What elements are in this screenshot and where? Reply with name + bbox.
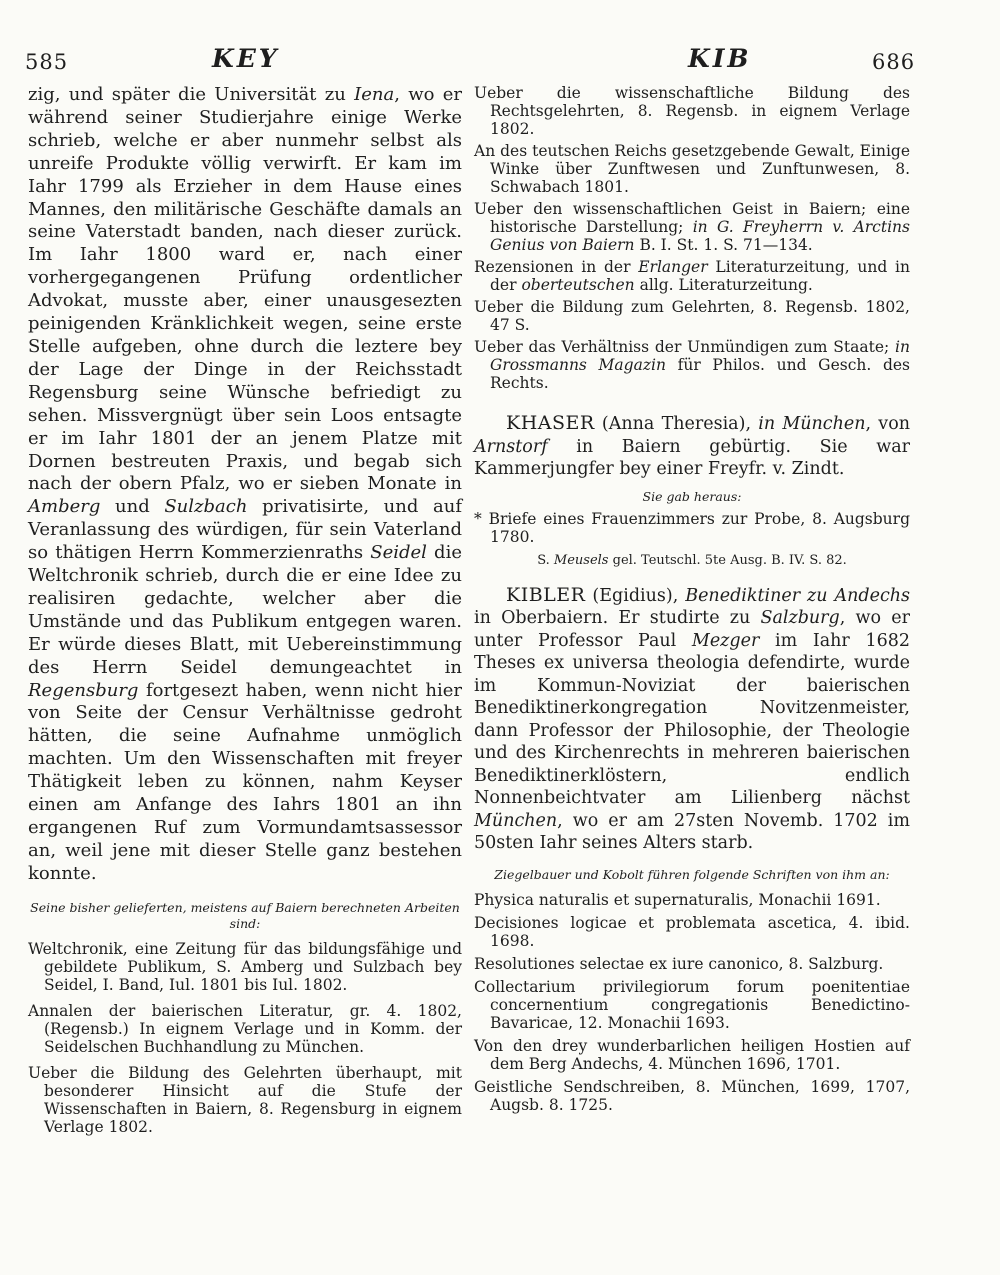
italic-text-run: Amberg	[28, 496, 101, 518]
italic-text-run: Benediktiner zu Andechs	[685, 585, 910, 606]
text-run: allg. Literaturzeitung.	[634, 276, 813, 294]
text-run: Ueber die wissenschaftliche Bildung des Rechtsgelehrten, 8. Regensb. in eignem Verlage 1802.	[474, 84, 910, 138]
keyser-work-entry: Annalen der baierischen Literatur, gr. 4. 1802, (Regensb.) In eignem Verlage und in Komm. der Seidelschen Buchhandlung zu München.	[28, 1001, 462, 1056]
khaser-source-reference	[474, 552, 910, 570]
kibler-name: KIBLER	[506, 583, 586, 606]
left-column	[28, 84, 462, 1144]
italic-text-run: Ziegelbauer	[494, 866, 571, 882]
khaser-name: KHASER	[506, 412, 595, 434]
kibler-work-entry: Collectarium privilegiorum forum poenitentiae concernentium congregationis Benedictino-Bavaricae, 12. Monachii 1693.	[474, 977, 910, 1032]
italic-text-run: Seidel	[370, 542, 427, 564]
text-run: in Baiern gebürtig. Sie war Kammerjungfer bey einer Freyfr. v. Zindt.	[474, 436, 910, 479]
text-run: führen folgende Schriften von ihm an:	[643, 866, 890, 882]
left-running-head: KEY	[212, 44, 280, 73]
text-run: fortgesezt haben, wenn nicht hier von Seite der Censur Verhältnisse gedroht hätten, die seine Aufnahme unmöglich machten. Um den Wissenschaften mit freyer Thätigkeit leben zu können, nahm Keyser einen am Anfange des Iahrs 1801 an ihn ergangenen Ruf zum Vormundamtsassessor an, weil jene mit dieser Stelle ganz bestehen konnte.	[28, 679, 462, 884]
kibler-works-list	[474, 891, 910, 1114]
keyser-work-entry	[474, 200, 910, 254]
italic-text-run: Kobolt	[602, 866, 644, 882]
text-run: , von	[865, 414, 910, 434]
text-run: , wo er während seiner Studierjahre einige Werke schrieb, welche er aber nunmehr selbst als unreife Produkte völlig verwirft. Er kam im Iahr 1799 als Erzieher in dem Hause eines Mannes, den militärische Geschäfte damals an seine Vaterstadt banden, nach dieser zurück. Im Iahr 1800 ward er, nach einer vorhergegangenen Prüfung ordentlicher Advokat, musste aber, einer unausgesezten peinigenden Kränklichkeit wegen, seine erste Stelle aufgeben, ohne durch die leztere bey der Lage der Dinge in der Reichsstadt Regensburg seine Wünsche befriedigt zu sehen. Missvergnügt über sein Loos entsagte er im Iahr 1801 der an jenem Platze mit Dornen bestreuten Praxis, und begab sich nach der obern Pfalz, wo er sieben Monate in	[28, 84, 462, 495]
left-page-number: 585	[25, 50, 69, 74]
text-run: privatisirte, und auf Veranlassung des würdigen, für sein Vaterland so thätigen Herrn Kommerzienraths	[28, 496, 462, 564]
italic-text-run: Mezger	[691, 630, 760, 651]
text-run: Literaturzeitung, und in der	[490, 258, 910, 294]
kibler-description	[474, 583, 910, 854]
text-run: Ueber das Verhältniss der Unmündigen zum Staate;	[474, 338, 896, 356]
text-run: im Iahr 1682 Theses ex universa theologia defendirte, wurde im Kommun-Noviziat der baierischen Benediktinerkongregation Novitzenmeister, dann Professor der Philosophie, der Theologie und des Kirchenrechts in mehreren baierischen Benediktinerklöstern, endlich Nonnenbeichtvater am Lilienberg nächst	[474, 630, 910, 808]
text-run: für Philos. und Gesch. des Rechts.	[490, 356, 911, 392]
italic-text-run: Erlanger	[638, 258, 708, 276]
text-run: (Egidius),	[585, 585, 686, 606]
text-run: , wo er am 27sten Novemb. 1702 im 50sten Iahr seines Alters starb.	[474, 810, 910, 853]
italic-text-run: Arnstorf	[474, 436, 548, 457]
italic-text-run: Meusels	[553, 552, 609, 568]
kibler-work-entry: Geistliche Sendschreiben, 8. München, 1699, 1707, Augsb. 8. 1725.	[474, 1077, 910, 1114]
text-run: An des teutschen Reichs gesetzgebende Gewalt, Einige Winke über Zunftwesen und Zunftunwesen, 8. Schwabach 1801.	[474, 142, 910, 196]
kibler-work-entry: Physica naturalis et supernaturalis, Monachii 1691.	[474, 890, 881, 909]
page-header	[0, 40, 1000, 80]
kibler-works-heading	[486, 867, 898, 883]
kibler-work-entry: Resolutiones selectae ex iure canonico, 8. Salzburg.	[474, 954, 884, 973]
text-run: S.	[537, 552, 554, 568]
keyser-works-heading: Seine bisher gelieferten, meistens auf Baiern berechneten Arbeiten sind:	[30, 899, 460, 931]
text-run: Rezensionen in der	[474, 258, 639, 276]
keyser-work-entry: Ueber die Bildung des Gelehrten überhaupt, mit besonderer Hinsicht auf die Stufe der Wissenschaften in Baiern, 8. Regensburg in eignem Verlage 1802.	[28, 1063, 462, 1136]
text-run: gel. Teutschl. 5te Ausg. B. IV. S. 82.	[608, 552, 847, 568]
text-run: zig, und später die Universität zu	[28, 84, 355, 105]
text-run: B. I. St. 1. S. 71—134.	[634, 236, 813, 254]
kibler-work-entry: Von den drey wunderbarlichen heiligen Hostien auf dem Berg Andechs, 4. München 1696, 1701.	[474, 1036, 910, 1073]
text-run: und	[100, 496, 165, 518]
khaser-work-entry: * Briefe eines Frauenzimmers zur Probe, 8. Augsburg 1780.	[474, 509, 910, 546]
keyser-work-entry	[474, 84, 910, 138]
text-run: (Anna Theresia),	[594, 414, 759, 434]
text-run: und	[570, 866, 603, 882]
keyser-biography-paragraph	[28, 84, 462, 886]
italic-text-run: in G. Freyherrn v. Arctins Genius von Baiern	[490, 218, 910, 254]
keyser-works-list	[28, 940, 462, 1136]
khaser-works-heading: Sie gab heraus:	[642, 488, 742, 504]
kibler-work-entry: Decisiones logicae et problemata ascetica, 4. ibid. 1698.	[474, 913, 910, 950]
italic-text-run: oberteutschen	[521, 276, 635, 294]
text-run: die Weltchronik schrieb, durch die er eine Idee zu realisiren gedachte, welcher aber die Umstände und das Publikum entgegen waren. Er würde dieses Blatt, mit Uebereinstimmung des Herrn Seidel demungeachtet in	[28, 542, 462, 678]
italic-text-run: München	[474, 810, 558, 831]
keyser-work-entry	[474, 338, 910, 392]
italic-text-run: Salzburg	[760, 608, 840, 628]
right-running-head: KIB	[688, 44, 752, 73]
italic-text-run: Sulzbach	[164, 496, 248, 518]
keyser-work-entry	[474, 258, 910, 294]
italic-text-run: Regensburg	[28, 679, 139, 701]
keyser-work-entry	[474, 142, 910, 196]
italic-text-run: in München	[758, 414, 866, 434]
right-page-number: 686	[872, 50, 916, 74]
text-run: , wo er unter Professor Paul	[474, 608, 910, 651]
text-run: Ueber den wissenschaftlichen Geist in Baiern; eine historische Darstellung;	[474, 200, 910, 236]
italic-text-run: in Grossmanns Magazin	[490, 338, 910, 374]
italic-text-run: Iena	[354, 84, 395, 105]
text-run: in Oberbaiern. Er studirte zu	[474, 608, 761, 628]
keyser-work-entry	[474, 298, 910, 334]
keyser-work-entry: Weltchronik, eine Zeitung für das bildungsfähige und gebildete Publikum, S. Amberg und Sulzbach bey Seidel, I. Band, Iul. 1801 bis Iul. 1802.	[28, 939, 462, 994]
right-column	[474, 84, 910, 1119]
kibler-entry	[474, 584, 910, 855]
text-run: Ueber die Bildung zum Gelehrten, 8. Regensb. 1802, 47 S.	[474, 298, 910, 334]
khaser-entry	[474, 412, 910, 481]
keyser-works-continued	[474, 84, 910, 392]
